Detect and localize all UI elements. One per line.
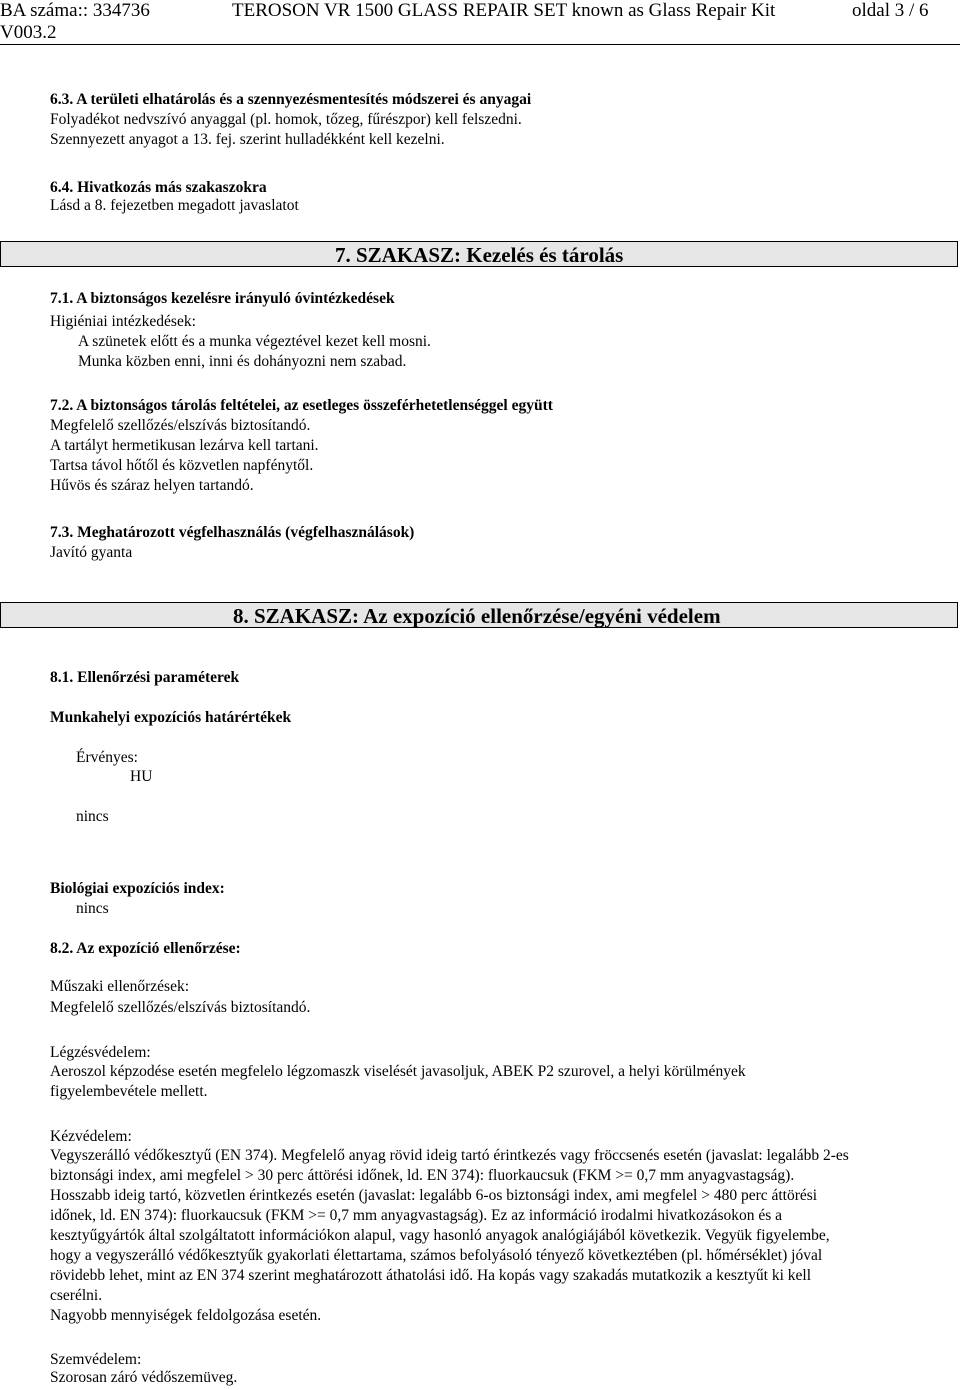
technical-controls-text: Megfelelő szellőzés/elszívás biztosítandó. bbox=[50, 999, 311, 1016]
hygiene-line: Munka közben enni, inni és dohányozni nem szabad. bbox=[78, 353, 407, 370]
respiratory-line: figyelembevétele mellett. bbox=[50, 1083, 208, 1100]
storage-line: Megfelelő szellőzés/elszívás biztosítandó. bbox=[50, 417, 311, 434]
section-8-bar bbox=[0, 602, 958, 628]
hygiene-line: A szünetek előtt és a munka végeztével kezet kell mosni. bbox=[78, 333, 431, 350]
section-7-title: 7. SZAKASZ: Kezelés és tárolás bbox=[335, 243, 624, 267]
bio-index-value: nincs bbox=[76, 900, 109, 917]
document-version: V003.2 bbox=[0, 22, 57, 43]
document-id: BA száma:: 334736 bbox=[0, 0, 150, 21]
valid-label: Érvényes: bbox=[76, 749, 138, 766]
product-name: TEROSON VR 1500 GLASS REPAIR SET known as Glass Repair Kit bbox=[232, 0, 776, 21]
storage-line: A tartályt hermetikusan lezárva kell tartani. bbox=[50, 437, 319, 454]
technical-controls-label: Műszaki ellenőrzések: bbox=[50, 978, 190, 995]
section-7-bar bbox=[0, 241, 958, 267]
eye-protection-label: Szemvédelem: bbox=[50, 1351, 142, 1368]
hand-protection-line: Hosszabb ideig tartó, közvetlen érintkezés esetén (javaslat: legalább 6-os biztonsági index, ami megfelel > 480 perc áttörési bbox=[50, 1187, 818, 1204]
section-8-2-heading: 8.2. Az expozíció ellenőrzése: bbox=[50, 940, 241, 957]
eye-protection-text: Szorosan záró védőszemüveg. bbox=[50, 1369, 238, 1386]
section-6-4-line: Lásd a 8. fejezetben megadott javaslatot bbox=[50, 197, 299, 214]
exposure-value: nincs bbox=[76, 808, 109, 825]
hand-protection-line: rövidebb lehet, mint az EN 374 szerint meghatározott áthatolási idő. Ha kopás vagy szakadás mutatkozik a kesztyűt ki kell bbox=[50, 1267, 811, 1284]
hand-protection-label: Kézvédelem: bbox=[50, 1128, 132, 1145]
hand-protection-line: kesztyűgyártók által szolgáltatott információkon alapul, vagy hasonló anyagok analógiájából következik. Vegyük figyelembe, bbox=[50, 1227, 830, 1244]
section-7-2-heading: 7.2. A biztonságos tárolás feltételei, az esetleges összeférhetetlenséggel együtt bbox=[50, 397, 553, 414]
hand-protection-line: Nagyobb mennyiségek feldolgozása esetén. bbox=[50, 1307, 322, 1324]
bio-index-heading: Biológiai expozíciós index: bbox=[50, 880, 225, 897]
hygiene-label: Higiéniai intézkedések: bbox=[50, 313, 196, 330]
hand-protection-line: hogy a vegyszerálló védőkesztyűk gyakorlati élettartama, számos befolyásoló tényező következtében (pl. hőmérséklet) jóval bbox=[50, 1247, 823, 1264]
end-use-line: Javító gyanta bbox=[50, 544, 133, 561]
section-7-3-heading: 7.3. Meghatározott végfelhasználás (végfelhasználások) bbox=[50, 524, 415, 541]
section-8-title: 8. SZAKASZ: Az expozíció ellenőrzése/egyéni védelem bbox=[233, 604, 721, 628]
exposure-limits-heading: Munkahelyi expozíciós határértékek bbox=[50, 709, 292, 726]
section-6-3-line: Szennyezett anyagot a 13. fej. szerint hulladékként kell kezelni. bbox=[50, 131, 445, 148]
hand-protection-line: időnek, ld. EN 374): fluorkaucsuk (FKM >= 0,7 mm anyagvastagság). Ez az információ irodalmi hivatkozásokon és a bbox=[50, 1207, 783, 1224]
hand-protection-line: cserélni. bbox=[50, 1287, 103, 1304]
respiratory-label: Légzésvédelem: bbox=[50, 1044, 151, 1061]
storage-line: Tartsa távol hőtől és közvetlen napfénytől. bbox=[50, 457, 314, 474]
section-6-3-line: Folyadékot nedvszívó anyaggal (pl. homok, tőzeg, fűrészpor) kell felszedni. bbox=[50, 111, 522, 128]
valid-value: HU bbox=[130, 768, 153, 785]
header-divider bbox=[0, 44, 960, 45]
page-number: oldal 3 / 6 bbox=[852, 0, 929, 21]
respiratory-line: Aeroszol képzodése esetén megfelelo légzomaszk viselését javasoljuk, ABEK P2 szurovel, a helyi körülmények bbox=[50, 1063, 746, 1080]
section-6-3-heading: 6.3. A területi elhatárolás és a szennyezésmentesítés módszerei és anyagai bbox=[50, 91, 532, 108]
section-8-1-heading: 8.1. Ellenőrzési paraméterek bbox=[50, 669, 240, 686]
hand-protection-line: biztonsági index, ami megfelel > 30 perc áttörési időnek, ld. EN 374): fluorkaucsuk (FKM >= 0,7 mm anyagvastagság). bbox=[50, 1167, 795, 1184]
storage-line: Hűvös és száraz helyen tartandó. bbox=[50, 477, 254, 494]
hand-protection-line: Vegyszerálló védőkesztyű (EN 374). Megfelelő anyag rövid ideig tartó érintkezés vagy fröccsenés esetén (javaslat: legalább 2-es bbox=[50, 1147, 849, 1164]
section-6-4-heading: 6.4. Hivatkozás más szakaszokra bbox=[50, 179, 267, 196]
section-7-1-heading: 7.1. A biztonságos kezelésre irányuló óvintézkedések bbox=[50, 290, 395, 307]
